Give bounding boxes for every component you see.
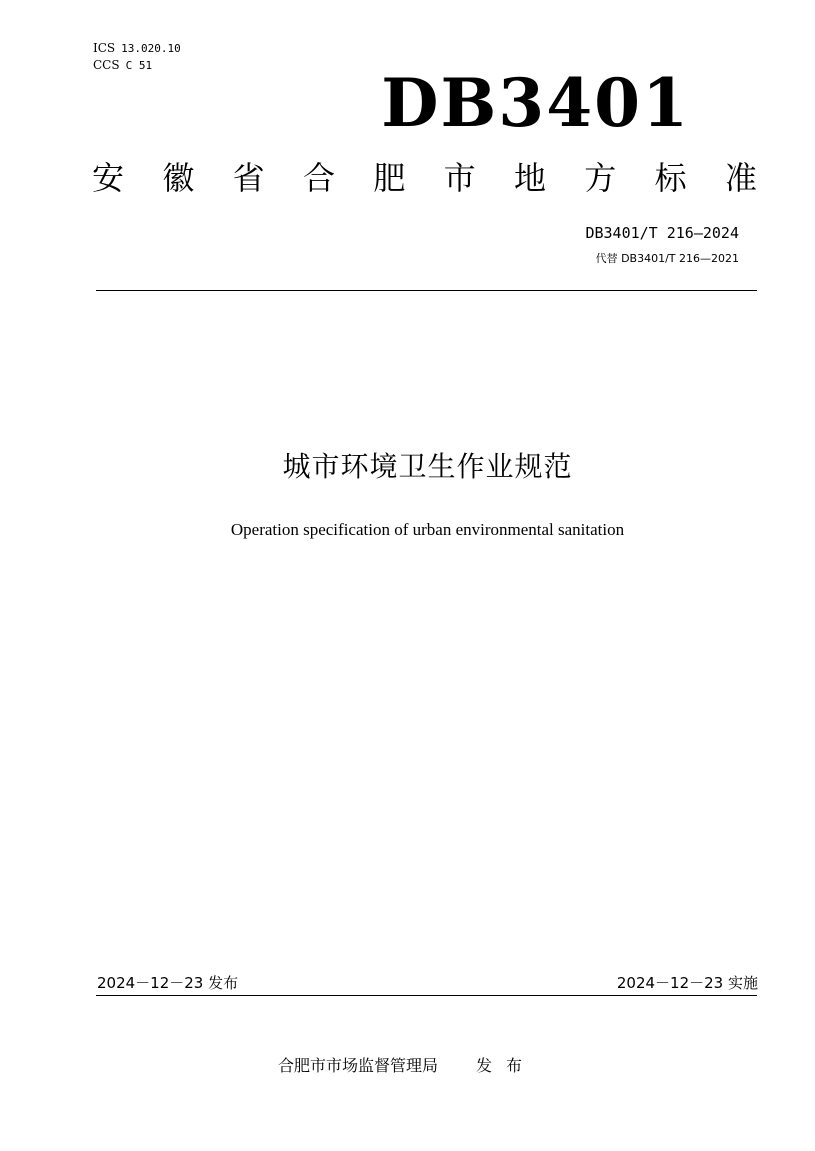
standard-logo: DB3401 — [381, 64, 690, 142]
standard-type-char: 市 — [443, 159, 476, 197]
implementation-date: 2024－12－23 实施 — [616, 974, 758, 992]
bottom-divider — [96, 995, 757, 996]
issue-date: 2024－12－23 发布 — [97, 974, 239, 992]
standard-type-char: 方 — [584, 159, 617, 197]
classification-codes — [93, 40, 187, 74]
issuer-verb: 发布 — [476, 1056, 537, 1075]
standard-type-char: 省 — [232, 159, 265, 197]
replaces-standard: 代替 DB3401/T 216—2021 — [595, 252, 739, 265]
ccs-code — [93, 57, 187, 74]
issuer-name: 合肥市市场监督管理局 — [278, 1056, 439, 1075]
ics-label: ICS — [93, 41, 116, 55]
standard-type-char: 合 — [302, 159, 335, 197]
standard-number: DB3401/T 216—2024 — [585, 224, 739, 242]
standard-type-heading — [92, 158, 757, 198]
ics-value: 13.020.10 — [121, 42, 181, 55]
standard-type-char: 标 — [654, 159, 687, 197]
issuing-authority — [278, 1053, 536, 1076]
document-title-english: Operation specification of urban environmental sanitation — [230, 520, 625, 539]
standard-type-char: 肥 — [373, 159, 406, 197]
standard-type-char: 准 — [724, 159, 757, 197]
ccs-value: C 51 — [125, 59, 153, 72]
ccs-label: CCS — [93, 58, 120, 72]
ics-code — [93, 40, 187, 57]
standard-type-char: 安 — [92, 159, 125, 197]
document-title-chinese: 城市环境卫生作业规范 — [282, 450, 573, 483]
standard-type-char: 徽 — [162, 159, 195, 197]
top-divider — [96, 290, 757, 291]
standard-type-char: 地 — [513, 159, 546, 197]
